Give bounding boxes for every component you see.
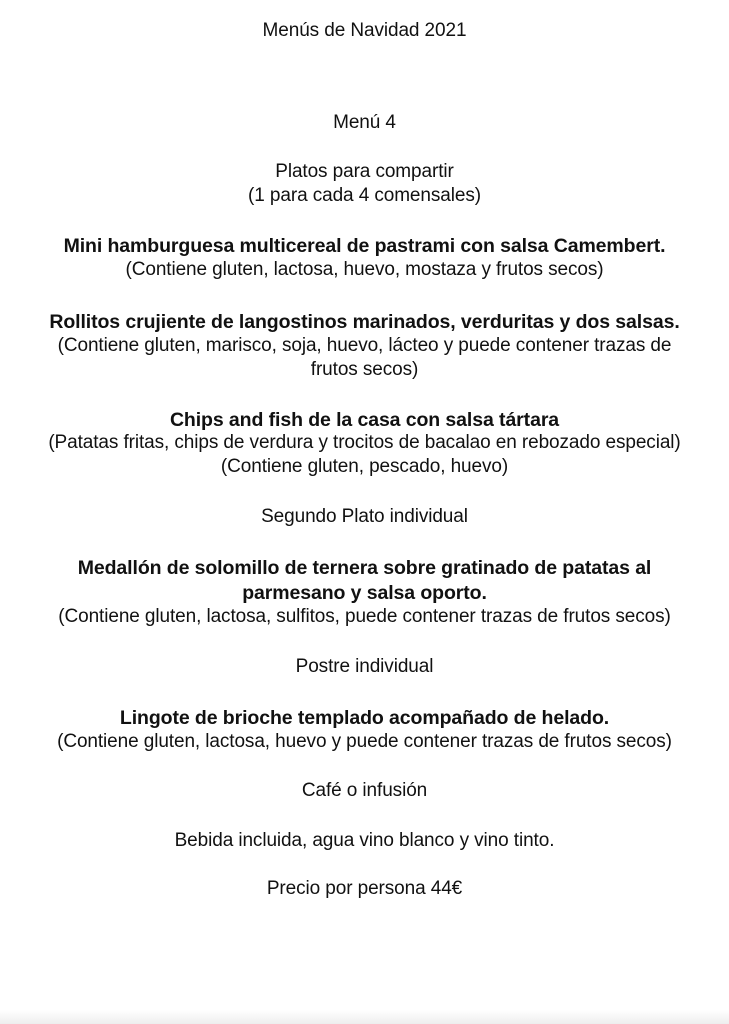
drinks-line: Bebida incluida, agua vino blanco y vino tinto. bbox=[174, 830, 555, 851]
sharing-heading: Platos para compartir bbox=[275, 161, 454, 182]
dish-description: (Patatas fritas, chips de verdura y trocitos de bacalao en rebozado especial) bbox=[48, 432, 681, 453]
dish-allergens: (Contiene gluten, marisco, soja, huevo, lácteo y puede contener trazas de bbox=[57, 335, 672, 356]
dish-allergens: (Contiene gluten, lactosa, sulfitos, puede contener trazas de frutos secos) bbox=[58, 606, 671, 627]
dish-name: Rollitos crujiente de langostinos marinados, verduritas y dos salsas. bbox=[49, 311, 680, 333]
second-course-heading: Segundo Plato individual bbox=[261, 506, 468, 527]
coffee-line: Café o infusión bbox=[301, 780, 428, 801]
menu-title: Menú 4 bbox=[333, 112, 396, 133]
dish-allergens: (Contiene gluten, lactosa, huevo y puede contener trazas de frutos secos) bbox=[57, 731, 672, 752]
dish-allergens: (Contiene gluten, pescado, huevo) bbox=[220, 456, 509, 477]
dish-allergens-continued: frutos secos) bbox=[310, 359, 419, 380]
dessert-heading: Postre individual bbox=[295, 656, 434, 677]
sharing-note: (1 para cada 4 comensales) bbox=[248, 185, 481, 206]
page-bottom-edge bbox=[0, 1010, 729, 1024]
dish-name: Chips and fish de la casa con salsa tártara bbox=[169, 409, 560, 431]
price-line: Precio por persona 44€ bbox=[266, 878, 463, 899]
dish-name: Lingote de brioche templado acompañado de helado. bbox=[119, 707, 610, 729]
dish-name: Medallón de solomillo de ternera sobre gratinado de patatas al bbox=[77, 557, 652, 579]
dish-allergens: (Contiene gluten, lactosa, huevo, mostaza y frutos secos) bbox=[125, 259, 604, 280]
document-header: Menús de Navidad 2021 bbox=[262, 20, 467, 41]
dish-name-continued: parmesano y salsa oporto. bbox=[242, 582, 487, 604]
dish-name: Mini hamburguesa multicereal de pastrami con salsa Camembert. bbox=[63, 235, 666, 257]
